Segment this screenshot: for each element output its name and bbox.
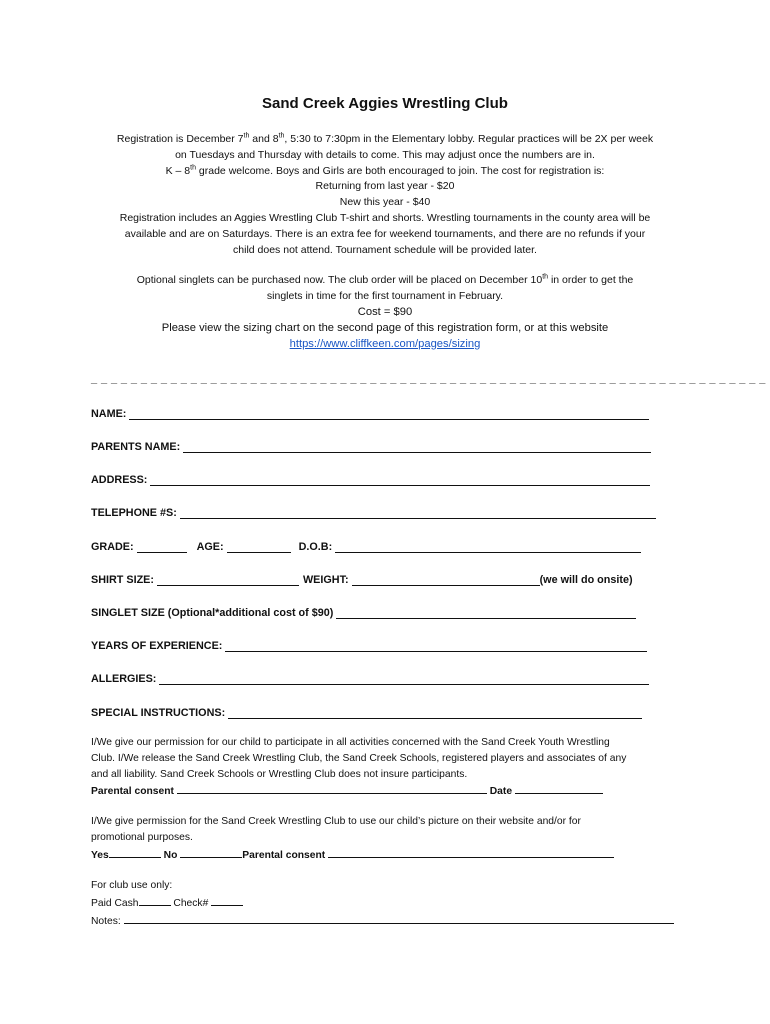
intro-text: [86, 132, 684, 352]
intro-line: Returning from last year - $20: [315, 180, 455, 193]
paid-cash-field[interactable]: [139, 894, 171, 906]
liability-consent: [91, 735, 683, 800]
address-row: [91, 470, 650, 486]
parents-name-field[interactable]: [183, 440, 651, 453]
special-instructions-row: [91, 703, 642, 719]
intro-line: New this year - $40: [339, 196, 431, 209]
dob-field[interactable]: [335, 540, 641, 553]
photo-consent-line: Yes No Parental consent: [91, 846, 683, 864]
intro-line: Registration includes an Aggies Wrestling Club T-shirt and shorts. Wrestling tournaments in the county area will be: [119, 211, 651, 224]
singlet-size-label: SINGLET SIZE (Optional*additional cost of $90): [91, 607, 334, 619]
club-payment-line: Paid Cash Check#: [91, 894, 683, 912]
telephone-field[interactable]: [180, 506, 656, 519]
intro-line: Optional singlets can be purchased now. The club order will be placed on December 10th in order to get the: [136, 273, 634, 287]
grade-field[interactable]: [137, 540, 187, 553]
parental-consent-line: Parental consent Date: [91, 782, 683, 800]
special-instructions-field[interactable]: [228, 706, 642, 719]
consent-date-field[interactable]: [515, 782, 603, 794]
allergies-label: ALLERGIES:: [91, 673, 157, 685]
cut-separator: _ _ _ _ _ _ _ _ _ _ _ _ _ _ _ _ _ _ _ _ _ _ _ _ _ _ _ _ _ _ _ _ _ _ _ _ _ _ _ _ _ _ _ _ _ _ _ _ _ _ _ _ _ _ _ _ _ _ _ _ _ _ _ _ _ _ _ _: [91, 373, 766, 385]
grade-age-dob-row: [91, 537, 641, 553]
weight-field[interactable]: [352, 573, 540, 586]
singlet-size-field[interactable]: [336, 606, 636, 619]
experience-field[interactable]: [225, 639, 647, 652]
notes-field[interactable]: [124, 912, 674, 924]
intro-line: Cost = $90: [357, 305, 413, 318]
weight-label: WEIGHT:: [302, 574, 349, 586]
weight-note: (we will do onsite): [539, 574, 633, 586]
name-row: [91, 404, 649, 420]
club-use-section: [91, 878, 683, 929]
experience-label: YEARS OF EXPERIENCE:: [91, 640, 223, 652]
intro-line: K – 8th grade welcome. Boys and Girls are both encouraged to join. The cost for registration is:: [165, 164, 605, 177]
allergies-row: [91, 669, 649, 685]
consent-text: Club. I/We release the Sand Creek Wrestling Club, the Sand Creek Schools, registered players and associates of any: [91, 752, 627, 764]
consent-text: I/We give permission for the Sand Creek Wrestling Club to use our child’s picture on their website and/or for: [91, 816, 581, 827]
allergies-field[interactable]: [159, 672, 649, 685]
address-label: ADDRESS:: [91, 474, 148, 486]
dob-label: D.O.B:: [298, 541, 333, 553]
telephone-row: [91, 503, 656, 519]
sizing-link[interactable]: https://www.cliffkeen.com/pages/sizing: [289, 337, 481, 350]
intro-line: available and are on Saturdays. There is an extra fee for weekend tournaments, and there are no refunds if your: [124, 227, 646, 240]
intro-line: Registration is December 7th and 8th, 5:30 to 7:30pm in the Elementary lobby. Regular practices will be 2X per week: [116, 132, 654, 145]
consent-text: I/We give our permission for our child to participate in all activities concerned with the Sand Creek Youth Wrestling: [91, 737, 610, 748]
age-field[interactable]: [227, 540, 291, 553]
experience-row: [91, 636, 647, 652]
check-number-field[interactable]: [211, 894, 243, 906]
consent-text: and all liability. Sand Creek Schools or Wrestling Club does not insure participants.: [91, 768, 468, 780]
singlet-size-row: [91, 603, 636, 619]
consent-text: promotional purposes.: [91, 831, 193, 843]
special-instructions-label: SPECIAL INSTRUCTIONS:: [91, 707, 226, 719]
shirt-size-label: SHIRT SIZE:: [91, 574, 154, 586]
club-notes-line: Notes:: [91, 912, 683, 930]
grade-label: GRADE:: [91, 541, 134, 553]
photo-consent-yes-field[interactable]: [109, 846, 161, 858]
photo-consent: [91, 814, 683, 863]
intro-line: Please view the sizing chart on the second page of this registration form, or at this website: [161, 321, 609, 334]
name-field[interactable]: [129, 407, 649, 420]
intro-line: child does not attend. Tournament schedule will be provided later.: [233, 243, 537, 256]
photo-consent-signature-field[interactable]: [328, 846, 614, 858]
parents-name-row: [91, 437, 651, 453]
intro-line: [86, 337, 684, 353]
form-title: Sand Creek Aggies Wrestling Club: [262, 95, 508, 112]
name-label: NAME:: [91, 408, 127, 420]
intro-line: on Tuesdays and Thursday with details to come. This may adjust once the numbers are in.: [175, 148, 595, 161]
shirt-weight-row: [91, 570, 633, 586]
telephone-label: TELEPHONE #S:: [91, 507, 177, 519]
intro-line: singlets in time for the first tournament in February.: [266, 290, 504, 303]
address-field[interactable]: [150, 473, 650, 486]
photo-consent-no-field[interactable]: [180, 846, 242, 858]
shirt-size-field[interactable]: [157, 573, 299, 586]
age-label: AGE:: [196, 541, 224, 553]
parental-consent-signature-field[interactable]: [177, 782, 487, 794]
club-use-heading: For club use only:: [91, 880, 173, 891]
parents-name-label: PARENTS NAME:: [91, 441, 181, 453]
